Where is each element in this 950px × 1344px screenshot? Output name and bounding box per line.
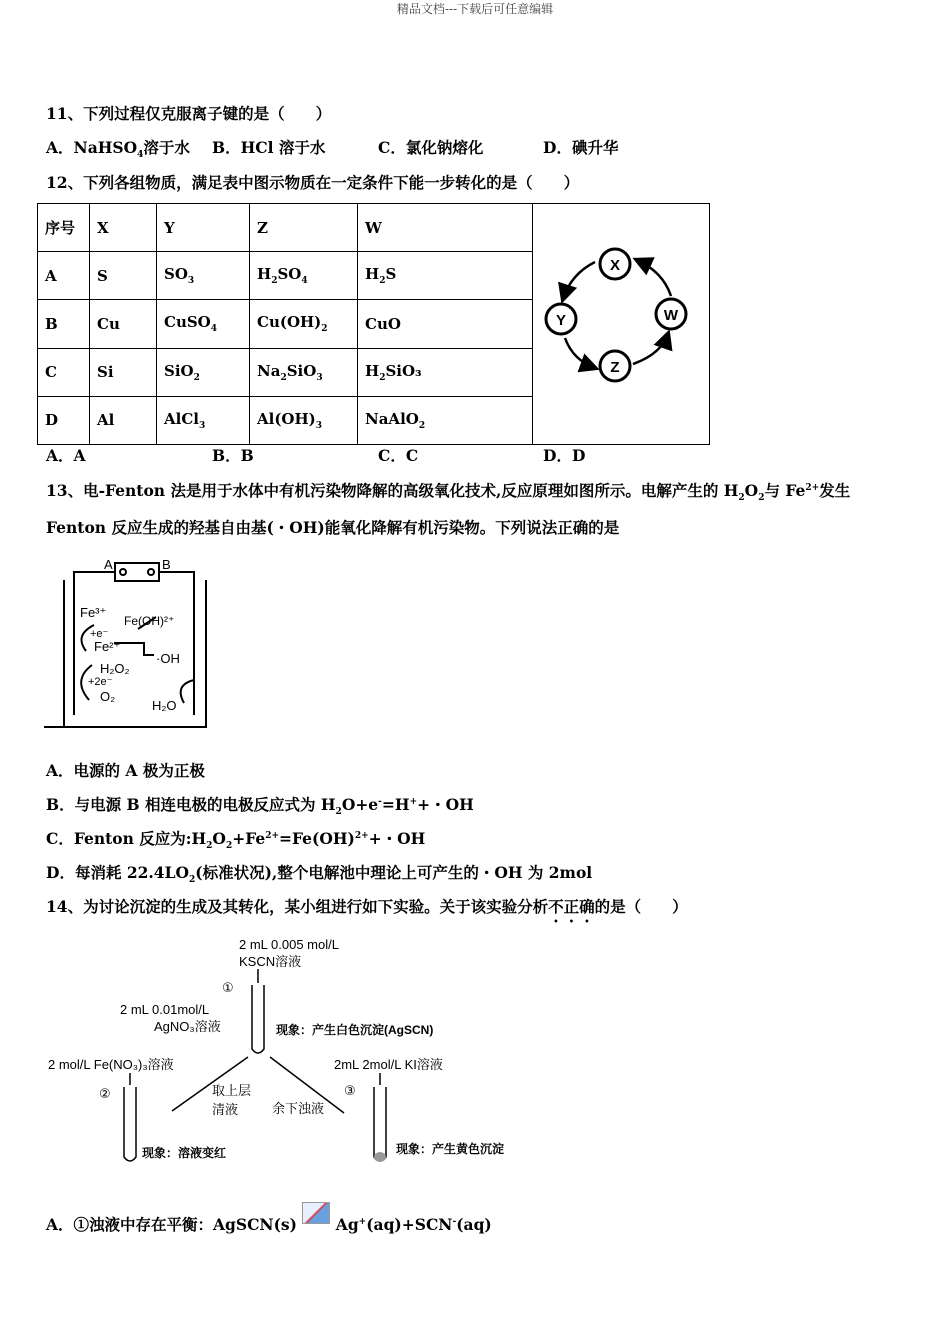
node-z [600,351,630,381]
q14-stem: 14、为讨论沉淀的生成及其转化，某小组进行如下实验。关于该实验分析不正确的是（ ） [46,897,688,916]
q12-option-c: C．C [378,446,419,465]
svg-text:·OH: ·OH [156,651,180,666]
cell-w: $H_2SiO_3$ [358,348,533,396]
svg-text:Fe²⁺: Fe²⁺ [94,639,121,654]
svg-text:AgNO₃溶液: AgNO₃溶液 [154,1019,221,1034]
svg-text:H₂O₂: H₂O₂ [100,661,130,676]
svg-text:清液: 清液 [212,1102,239,1117]
q11-option-c: C．氯化钠熔化 [378,138,484,157]
row-id: B [38,300,90,348]
svg-text:取上层: 取上层 [212,1083,252,1098]
row-id: C [38,348,90,396]
q12-option-d: D．D [543,446,586,465]
cell-z: $H_2SO_4$ [250,252,358,300]
q12-stem: 12、下列各组物质，满足表中图示物质在一定条件下能一步转化的是（ ） [46,173,580,192]
cell-z: $Al(OH)_3$ [250,396,358,444]
row-id: D [38,396,90,444]
q13-option-d: D．每消耗 $22.4LO_2$(标准状况),整个电解池中理论上可产生的・OH 为 2mol [46,863,593,886]
cell-x: Cu [90,300,157,348]
svg-text:Fe(OH)²⁺: Fe(OH)²⁺ [124,614,175,628]
row-id: A [38,252,90,300]
svg-text:A: A [104,557,113,572]
q14-option-a: A．①浊液中存在平衡：AgSCN(s) Ag+(aq)+SCN-(aq) [46,1202,492,1235]
cell-y: CuSO$_4$ [157,300,250,348]
svg-text:2mL 2mol/L KI溶液: 2mL 2mol/L KI溶液 [334,1057,443,1072]
q12-option-a: A．A [46,446,86,465]
header-cell: 序号 [38,204,90,252]
svg-text:现象：溶液变红: 现象：溶液变红 [142,1146,227,1160]
node-x [600,249,630,279]
arrow-y-to-z [565,338,595,368]
svg-text:X: X [609,257,621,274]
header-cell: X [90,204,157,252]
svg-text:B: B [162,557,171,572]
arrow-x-to-y [563,262,595,299]
precipitation-diagram [44,935,544,1165]
cycle-diagram-cell [533,204,710,445]
q11-option-a: A．NaHSO$_4$溶于水 [46,138,190,161]
cell-w: $H_2S$ [358,252,533,300]
svg-text:③: ③ [344,1083,356,1098]
svg-text:+2e⁻: +2e⁻ [88,676,113,688]
svg-text:KSCN溶液: KSCN溶液 [239,954,302,969]
svg-text:O₂: O₂ [100,689,116,704]
svg-text:Z: Z [610,359,620,376]
q12-option-b: B．B [212,446,254,465]
cell-w: CuO [358,300,533,348]
svg-text:2 mL 0.005 mol/L: 2 mL 0.005 mol/L [239,937,339,952]
svg-text:2 mL 0.01mol/L: 2 mL 0.01mol/L [120,1002,210,1017]
arrow-z-to-w [633,334,668,364]
svg-text:现象：产生白色沉淀(AgSCN): 现象：产生白色沉淀(AgSCN) [276,1023,434,1037]
svg-text:Y: Y [555,312,567,329]
svg-text:H₂O: H₂O [152,698,177,713]
page-header: 精品文档---下载后可任意编辑 [396,2,554,16]
cell-y: SiO$_2$ [157,348,250,396]
svg-text:现象：产生黄色沉淀: 现象：产生黄色沉淀 [396,1142,505,1156]
cell-z: $Cu(OH)_2$ [250,300,358,348]
q13-option-a: A．电源的 A 极为正极 [46,761,205,780]
cell-y: AlCl$_3$ [157,396,250,444]
svg-text:2 mol/L Fe(NO₃)₃溶液: 2 mol/L Fe(NO₃)₃溶液 [48,1057,174,1072]
q11-option-b: B．HCl 溶于水 [212,138,326,157]
q11-stem: 11、下列过程仅克服离子键的是（ ） [46,104,332,123]
node-y [546,304,576,334]
q11-option-d: D．碘升华 [543,138,619,157]
node-w [656,299,686,329]
q12-table [37,203,710,445]
q13-stem-line1: 13、电-Fenton 法是用于水体中有机污染物降解的高级氧化技术,反应原理如图所示。电解产生的 $H_2O_2$与 $Fe^{2+}$发生 [46,481,851,504]
equilibrium-arrow-icon [302,1202,330,1224]
header-cell: Y [157,204,250,252]
q13-option-b: B．与电源 B 相连电极的电极反应式为 $H_2O+e^-=H^++$・OH [46,795,474,818]
svg-text:余下浊液: 余下浊液 [272,1101,325,1116]
cell-z: $Na_2SiO_3$ [250,348,358,396]
svg-text:①: ① [222,980,234,995]
header-cell: Z [250,204,358,252]
electrolysis-diagram [44,555,214,735]
cell-x: Si [90,348,157,396]
cell-y: $SO_3$ [157,252,250,300]
cycle-diagram [533,204,709,440]
cell-w: NaAlO$_2$ [358,396,533,444]
q13-option-c: C．Fenton 反应为$:H_2O_2+Fe^{2+}=Fe(OH)^{2+}+$・OH [46,829,426,852]
cell-x: S [90,252,157,300]
table-header-row [38,204,710,252]
svg-text:Fe³⁺: Fe³⁺ [80,605,107,620]
q13-stem-line2: Fenton 反应生成的羟基自由基(・OH)能氧化降解有机污染物。下列说法正确的是 [46,518,620,537]
svg-text:②: ② [99,1086,111,1101]
cell-x: Al [90,396,157,444]
arrow-w-to-x [637,260,671,296]
header-cell: W [358,204,533,252]
svg-text:+e⁻: +e⁻ [90,628,109,640]
svg-text:W: W [663,307,679,324]
